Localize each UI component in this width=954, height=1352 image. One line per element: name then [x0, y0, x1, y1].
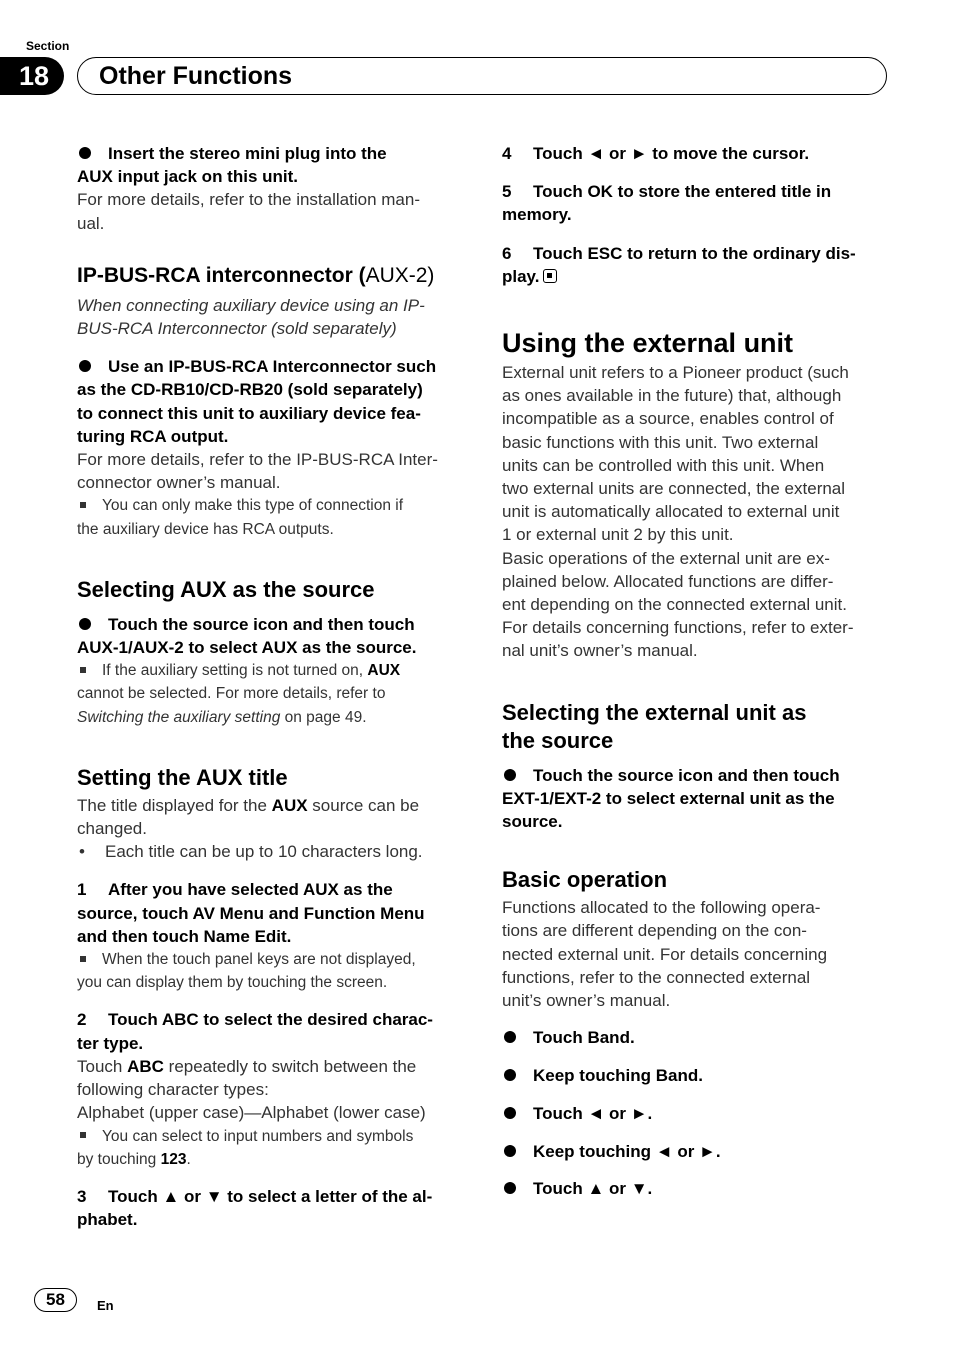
bullet-text-cont: EXT-1/EXT-2 to select external unit as the [502, 788, 835, 808]
text: repeatedly to switch between the [163, 1056, 417, 1076]
section-label: Section [26, 39, 70, 53]
italic-line: BUS-RCA Interconnector (sold separately) [77, 319, 397, 339]
note-line [77, 1125, 467, 1148]
step-1 [77, 878, 467, 901]
bullet-text: Insert the stereo mini plug into the [108, 144, 387, 163]
note-line: cannot be selected. For more details, refer to [77, 685, 386, 703]
paragraph-line: incompatible as a source, enables control of [502, 409, 834, 429]
bullet-icon [504, 1031, 516, 1043]
note-bold: AUX [367, 662, 401, 680]
text: Touch [77, 1056, 128, 1076]
bullet-text-cont: to connect this unit to auxiliary device fea- [77, 403, 421, 423]
bullet-item [77, 613, 467, 636]
cross-reference: Switching the auxiliary setting [77, 708, 281, 726]
operation-text: Keep touching Band. [533, 1066, 703, 1086]
basic-operation-paragraph [502, 896, 892, 1012]
bullet-icon [504, 769, 516, 781]
paragraph-line: connector owner’s manual. [77, 473, 281, 493]
bullet-icon [504, 1107, 516, 1119]
step-number: 3 [77, 1186, 87, 1206]
step-number: 1 [77, 880, 87, 900]
paragraph-line [77, 794, 467, 817]
step-text: Touch ▲ or ▼ to select a letter of the al- [108, 1186, 433, 1206]
step-6 [502, 242, 892, 265]
bullet-text-cont: as the CD-RB10/CD-RB20 (sold separately) [77, 380, 423, 400]
square-bullet-icon [80, 502, 86, 508]
operation-item [502, 1102, 892, 1125]
paragraph-line: External unit refers to a Pioneer product (such [502, 363, 849, 383]
paragraph-line: as ones available in the future) that, although [502, 386, 842, 406]
section-number-badge: 18 [0, 57, 64, 95]
paragraph-line: 1 or external unit 2 by this unit. [502, 525, 734, 545]
paragraph-line: ual. [77, 213, 105, 233]
paragraph-line: Basic operations of the external unit are ex- [502, 548, 830, 568]
note-line [77, 494, 467, 517]
bullet-item [502, 764, 892, 787]
dot-bullet: • [79, 842, 85, 862]
bullet-text-cont: AUX input jack on this unit. [77, 167, 298, 187]
bullet-icon [79, 618, 91, 630]
note-text: If the auxiliary setting is not turned on, [102, 662, 368, 680]
text: by touching [77, 1150, 161, 1168]
operation-text: Touch ▲ or ▼. [533, 1179, 653, 1199]
bullet-text-cont: source. [502, 812, 563, 832]
text: Each title can be up to 10 characters long. [105, 842, 423, 862]
bullet-icon [79, 147, 91, 159]
operation-item [502, 1026, 892, 1049]
page-number: 58 [34, 1288, 77, 1312]
square-bullet-icon [80, 956, 86, 962]
operation-text: Keep touching ◄ or ►. [533, 1141, 721, 1161]
bullet-icon [504, 1145, 516, 1157]
right-column [502, 142, 892, 1201]
operation-item [502, 1177, 892, 1200]
note-line: you can display them by touching the screen. [77, 974, 388, 992]
bullet-text: Use an IP-BUS-RCA Interconnector such [108, 357, 437, 377]
paragraph-line: following character types: [77, 1080, 269, 1100]
paragraph-line: ent depending on the connected external unit. [502, 595, 847, 615]
heading-bold: IP-BUS-RCA interconnector ( [77, 263, 366, 287]
paragraph-line: functions, refer to the connected external [502, 967, 811, 987]
paragraph-line [77, 1055, 467, 1078]
paragraph-line: tions are different depending on the con- [502, 921, 807, 941]
note-line: the auxiliary device has RCA outputs. [77, 520, 334, 538]
dot-item [77, 840, 467, 863]
paragraph-line: nal unit’s owner’s manual. [502, 641, 698, 661]
step-text-cont: source, touch AV Menu and Function Menu [77, 903, 425, 923]
selecting-external-heading-line1: Selecting the external unit as [502, 699, 807, 725]
paragraph-line: For more details, refer to the installation man- [77, 190, 420, 210]
paragraph-line: nected external unit. For details concerning [502, 944, 828, 964]
paragraph-line: Functions allocated to the following opera- [502, 898, 821, 918]
bullet-text: Touch the source icon and then touch [533, 765, 840, 785]
paragraph-line: units can be controlled with this unit. When [502, 455, 825, 475]
section-title: Other Functions [99, 62, 293, 90]
paragraph-line: For more details, refer to the IP-BUS-RCA Inter- [77, 450, 438, 470]
step-text-cont: phabet. [77, 1210, 138, 1230]
text-bold: AUX [271, 795, 308, 815]
step-number: 5 [502, 182, 512, 202]
using-external-unit-heading: Using the external unit [502, 328, 794, 359]
bullet-item [77, 355, 467, 378]
step-text: Touch ABC to select the desired charac- [108, 1010, 433, 1030]
bullet-icon [504, 1182, 516, 1194]
step-text-cont: and then touch Name Edit. [77, 926, 292, 946]
note-text: When the touch panel keys are not displayed, [102, 951, 416, 969]
paragraph-line: two external units are connected, the external [502, 479, 846, 499]
operation-item [502, 1140, 892, 1163]
note-text: You can select to input numbers and symbols [102, 1127, 414, 1145]
operation-text: Touch ◄ or ►. [533, 1103, 653, 1123]
step-text-cont: ter type. [77, 1033, 144, 1053]
step-text: After you have selected AUX as the [108, 880, 393, 900]
step-number: 2 [77, 1010, 87, 1030]
paragraph-line: basic functions with this unit. Two external [502, 432, 819, 452]
square-bullet-icon [80, 1132, 86, 1138]
text-bold: 123 [160, 1150, 187, 1168]
paragraph-line: plained below. Allocated functions are differ- [502, 571, 834, 591]
external-unit-paragraph [502, 361, 892, 663]
bullet-item [77, 142, 467, 165]
paragraph-line: changed. [77, 819, 147, 839]
bullet-text-cont: AUX-1/AUX-2 to select AUX as the source. [77, 638, 417, 658]
text: The title displayed for the [77, 795, 272, 815]
selecting-aux-heading: Selecting AUX as the source [77, 576, 375, 602]
operation-text: Touch Band. [533, 1028, 635, 1048]
text: source can be [307, 795, 420, 815]
step-number: 6 [502, 243, 512, 263]
step-text-cont [502, 265, 892, 288]
square-bullet-icon [80, 667, 86, 673]
operation-item [502, 1064, 892, 1087]
paragraph-line: For details concerning functions, refer to exter- [502, 618, 854, 638]
ipbus-heading [77, 262, 467, 290]
bullet-text: Touch the source icon and then touch [108, 614, 415, 634]
step-3 [77, 1185, 467, 1208]
section-title-box [77, 57, 887, 95]
step-text: Touch OK to store the entered title in [533, 182, 832, 202]
paragraph-line: unit is automatically allocated to external unit [502, 502, 840, 522]
operation-list [502, 1026, 892, 1200]
selecting-external-heading-line2: the source [502, 727, 614, 753]
step-text: Touch ESC to return to the ordinary dis- [533, 243, 856, 263]
note-line [77, 948, 467, 971]
step-number: 4 [502, 144, 512, 163]
step-2 [77, 1008, 467, 1031]
text: . [186, 1150, 191, 1168]
paragraph-line: unit’s owner’s manual. [502, 991, 671, 1011]
step-5 [502, 180, 892, 203]
note-line [77, 659, 467, 682]
bullet-icon [504, 1069, 516, 1081]
paragraph-line: Alphabet (upper case)—Alphabet (lower case) [77, 1103, 426, 1123]
text-bold: ABC [127, 1056, 164, 1076]
note-text: on page 49. [280, 708, 367, 726]
step-text: Touch ◄ or ► to move the cursor. [533, 144, 810, 163]
bullet-icon [79, 360, 91, 372]
note-line [77, 1148, 467, 1171]
italic-line: When connecting auxiliary device using an IP- [77, 295, 425, 315]
end-of-section-icon [543, 269, 557, 283]
note-text: You can only make this type of connection if [102, 497, 404, 515]
language-label: En [97, 1298, 114, 1313]
step-text: play. [502, 266, 540, 286]
step-4 [502, 142, 892, 165]
note-line [77, 706, 467, 729]
setting-aux-title-heading: Setting the AUX title [77, 764, 288, 790]
basic-operation-heading: Basic operation [502, 867, 668, 893]
bullet-text-cont: turing RCA output. [77, 426, 229, 446]
left-column [77, 142, 467, 1231]
step-text-cont: memory. [502, 205, 572, 225]
heading-light: AUX-2) [365, 263, 435, 287]
